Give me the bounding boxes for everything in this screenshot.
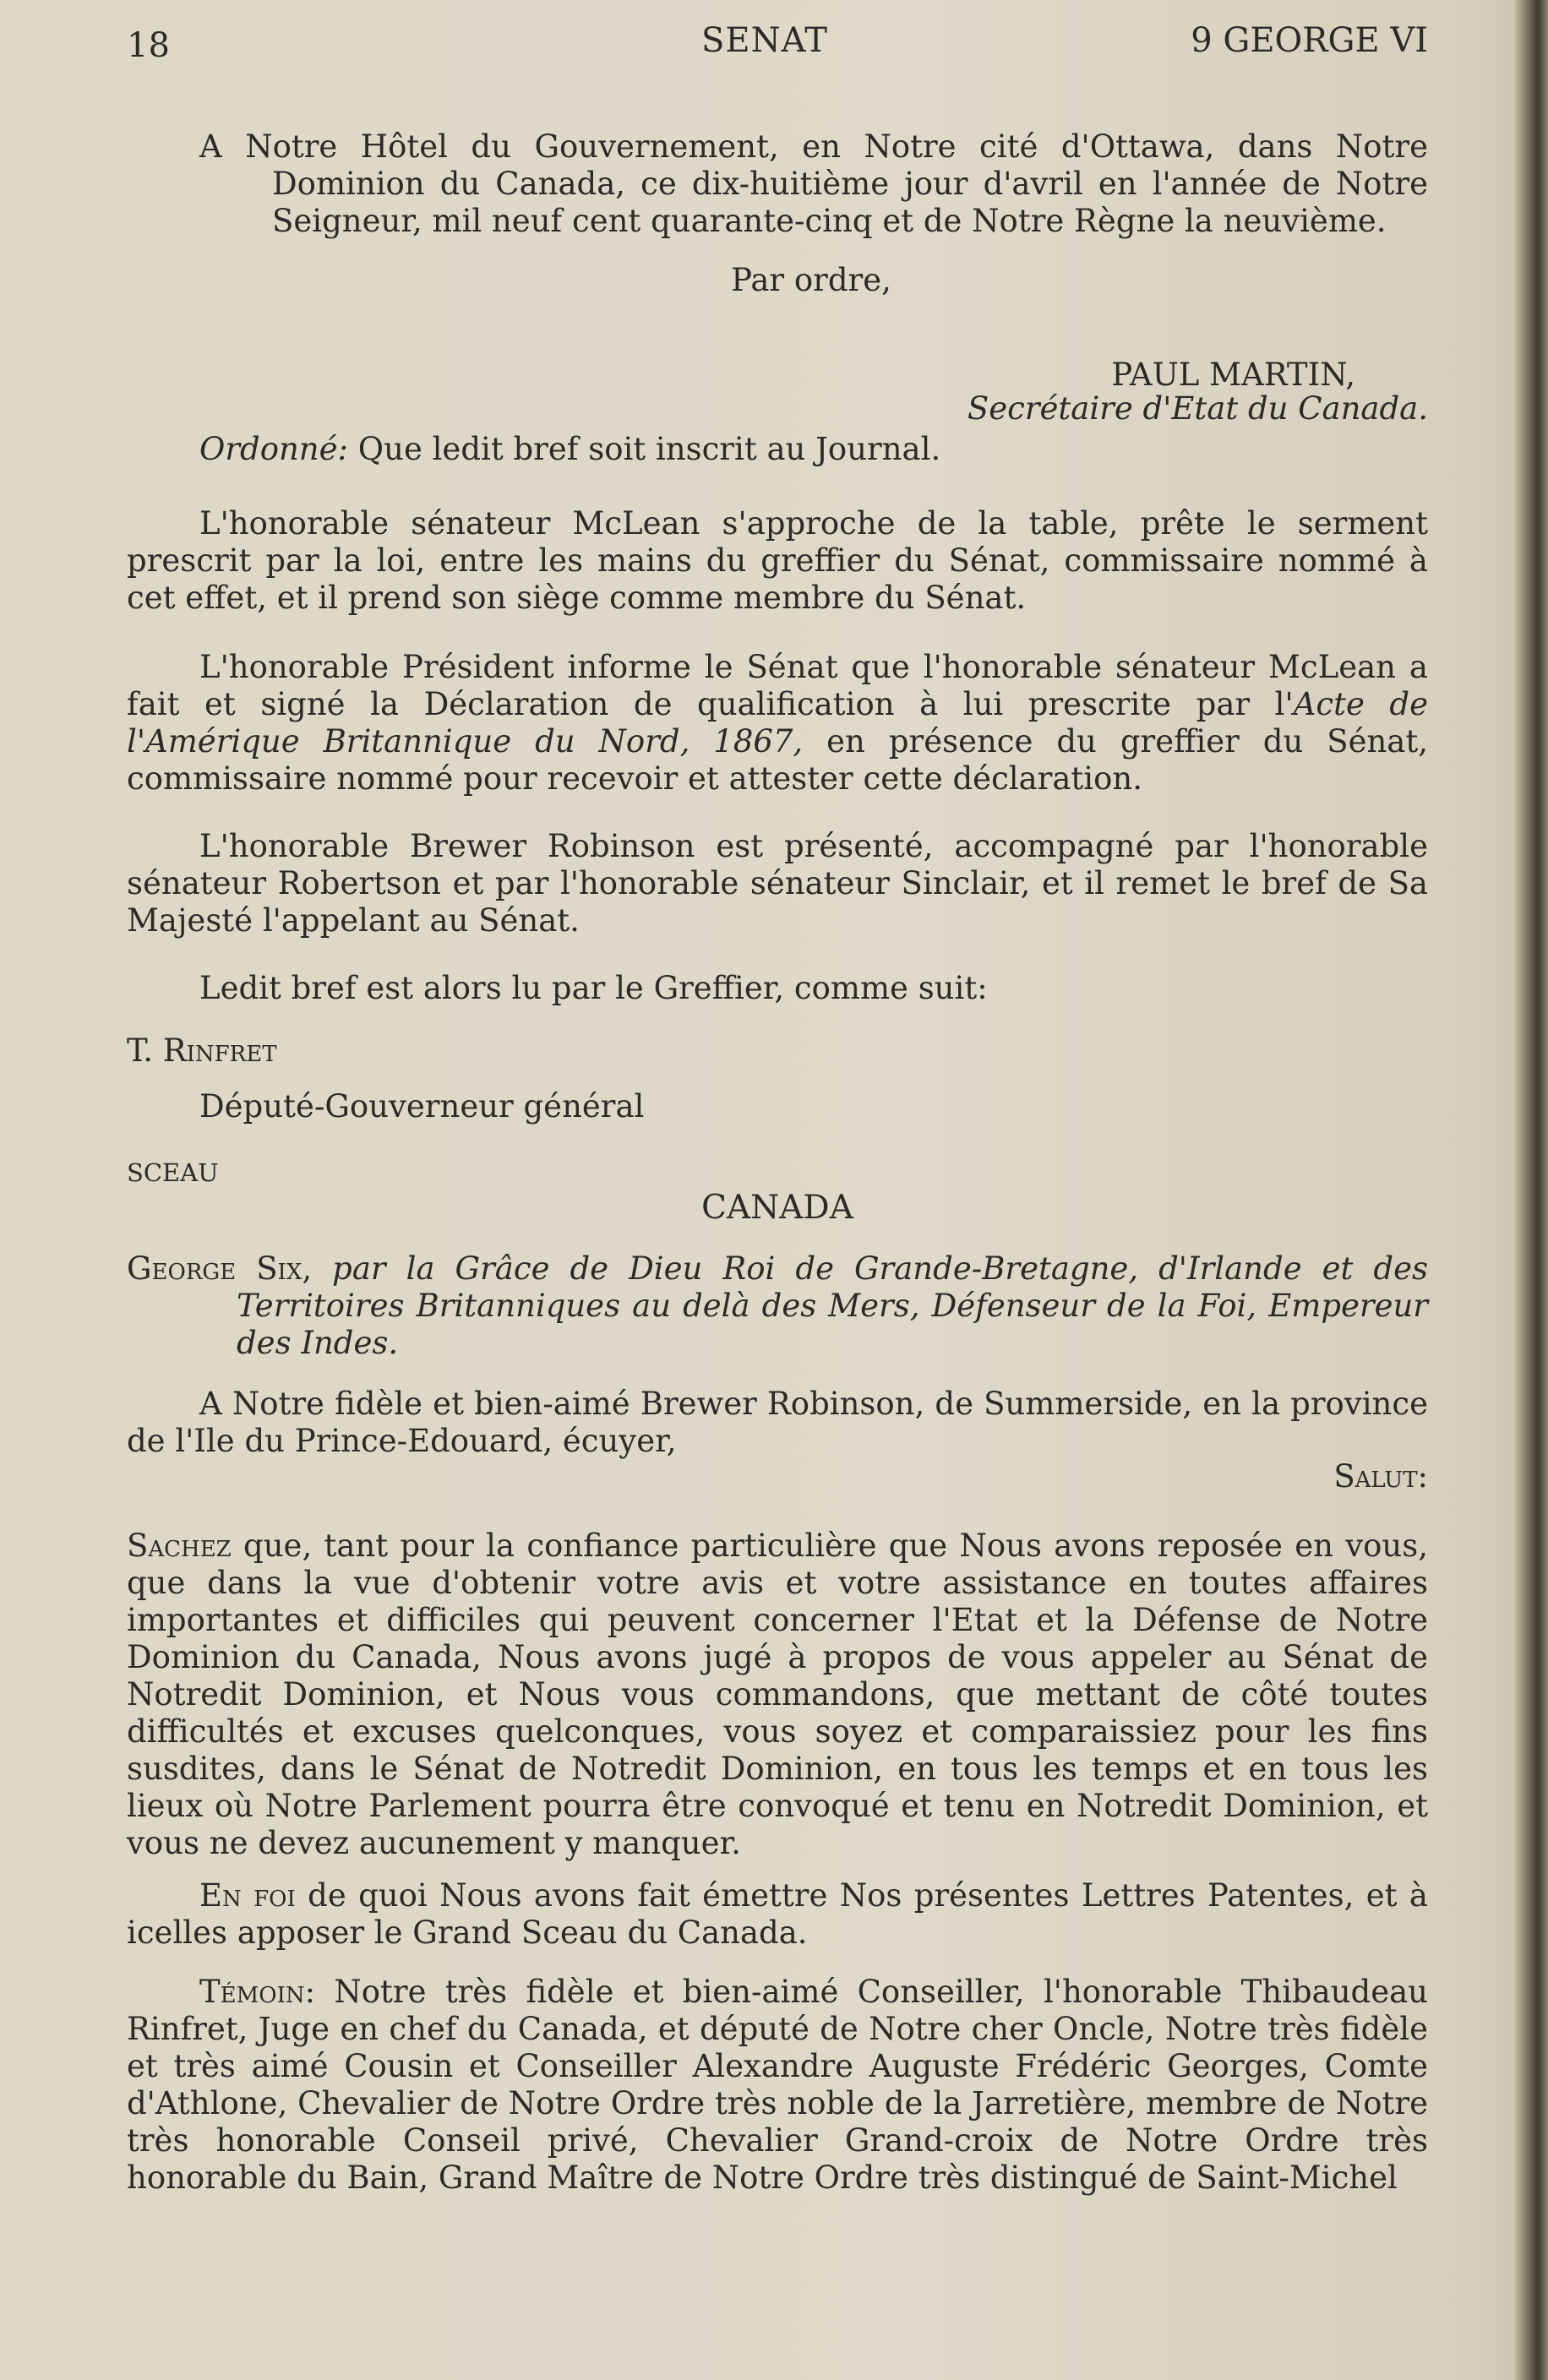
act-title: Acte de l'Amérique Britannique du Nord, 1867, bbox=[127, 686, 1428, 760]
signatory-name: PAUL MARTIN, bbox=[1111, 357, 1355, 393]
en-foi-label: En foi bbox=[199, 1877, 296, 1914]
paragraph-sachez: Sachez que, tant pour la confiance particulière que Nous avons reposée en vous, que dans la vue d'obtenir votre avis et votre assistance en toutes affaires importantes et difficiles qui peuvent concerner l'Etat et la Défense de Notre Dominion du Canada, Nous avons jugé à propos de vous appeler au Sénat de Notredit Dominion, et Nous vous commandons, que mettant de côté toutes difficultés et excuses quelconques, vous soyez et comparaissiez pour les fins susdites, dans le Sénat de Notredit Dominion, en tous les temps et en tous les lieux où Notre Parlement pourra être convoqué et tenu en Notredit Dominion, et vous ne devez aucunement y manquer. bbox=[127, 1528, 1428, 1861]
paragraph-lecture: Ledit bref est alors lu par le Greffier, comme suit: bbox=[199, 970, 988, 1006]
proclamation-closing: A Notre Hôtel du Gouvernement, en Notre cité d'Ottawa, dans Notre Dominion du Canada, ce dix-huitième jour d'avril en l'année de Notre Seigneur, mil neuf cent quarante-cinq et de Notre Règne la neuvième. bbox=[199, 128, 1428, 239]
paragraph-declaration: L'honorable Président informe le Sénat que l'honorable sénateur McLean a fait et signé la Déclaration de qualification à lui prescrite par l'Acte de l'Amérique Britannique du Nord, 1867, en présence du greffier du Sénat, commissaire nommé pour recevoir et attester cette déclaration. bbox=[127, 649, 1428, 797]
par-ordre: Par ordre, bbox=[731, 262, 891, 298]
temoin-label: Témoin: bbox=[199, 1974, 316, 2010]
royal-style: George Six, par la Grâce de Dieu Roi de Grande-Bretagne, d'Irlande et des Territoires Britanniques au delà des Mers, Défenseur de la Foi, Empereur des Indes. bbox=[127, 1250, 1428, 1361]
header-title: SENAT bbox=[701, 21, 828, 60]
signatory-title: Secrétaire d'Etat du Canada. bbox=[967, 390, 1428, 427]
paragraph-temoin: Témoin: Notre très fidèle et bien-aimé Conseiller, l'honorable Thibaudeau Rinfret, Juge en chef du Canada, et député de Notre cher Oncle, Notre très fidèle et très aimé Cousin et Conseiller Alexandre Auguste Frédéric Georges, Comte d'Athlone, Chevalier de Notre Ordre très noble de la Jarretière, membre de Notre très honorable Conseil privé, Chevalier Grand-croix de Notre Ordre très honorable du Bain, Grand Maître de Notre Ordre très distingué de Saint-Michel bbox=[127, 1974, 1428, 2196]
paragraph-adresse: A Notre fidèle et bien-aimé Brewer Robinson, de Summerside, en la province de l'Ile du Prince-Edouard, écuyer, bbox=[127, 1386, 1428, 1459]
sceau-label: SCEAU bbox=[127, 1158, 219, 1187]
ordonne-label: Ordonné: bbox=[199, 431, 349, 467]
paragraph-serment: L'honorable sénateur McLean s'approche de la table, prête le serment prescrit par la loi, entre les mains du greffier du Sénat, commissaire nommé à cet effet, et il prend son siège comme membre du Sénat. bbox=[127, 505, 1428, 616]
sachez-label: Sachez bbox=[127, 1528, 232, 1564]
george-six: George Six, bbox=[127, 1250, 313, 1287]
paragraph-presentation: L'honorable Brewer Robinson est présenté, accompagné par l'honorable sénateur Robertson et par l'honorable sénateur Sinclair, et il remet le bref de Sa Majesté l'appelant au Sénat. bbox=[127, 828, 1428, 939]
signature-rinfret: T. Rinfret bbox=[127, 1032, 277, 1069]
running-header bbox=[127, 22, 1428, 64]
paragraph-en-foi: En foi de quoi Nous avons fait émettre Nos présentes Lettres Patentes, et à icelles apposer le Grand Sceau du Canada. bbox=[127, 1877, 1428, 1951]
ordonne-text: Que ledit bref soit inscrit au Journal. bbox=[348, 431, 941, 467]
book-binding-edge bbox=[1514, 0, 1548, 2380]
page-number: 18 bbox=[127, 26, 170, 65]
depute-title: Député-Gouverneur général bbox=[199, 1088, 645, 1125]
canada-heading: CANADA bbox=[701, 1189, 853, 1227]
salut: Salut: bbox=[1333, 1458, 1428, 1495]
header-session: 9 GEORGE VI bbox=[1191, 21, 1428, 60]
ordonne-line bbox=[199, 431, 1428, 468]
